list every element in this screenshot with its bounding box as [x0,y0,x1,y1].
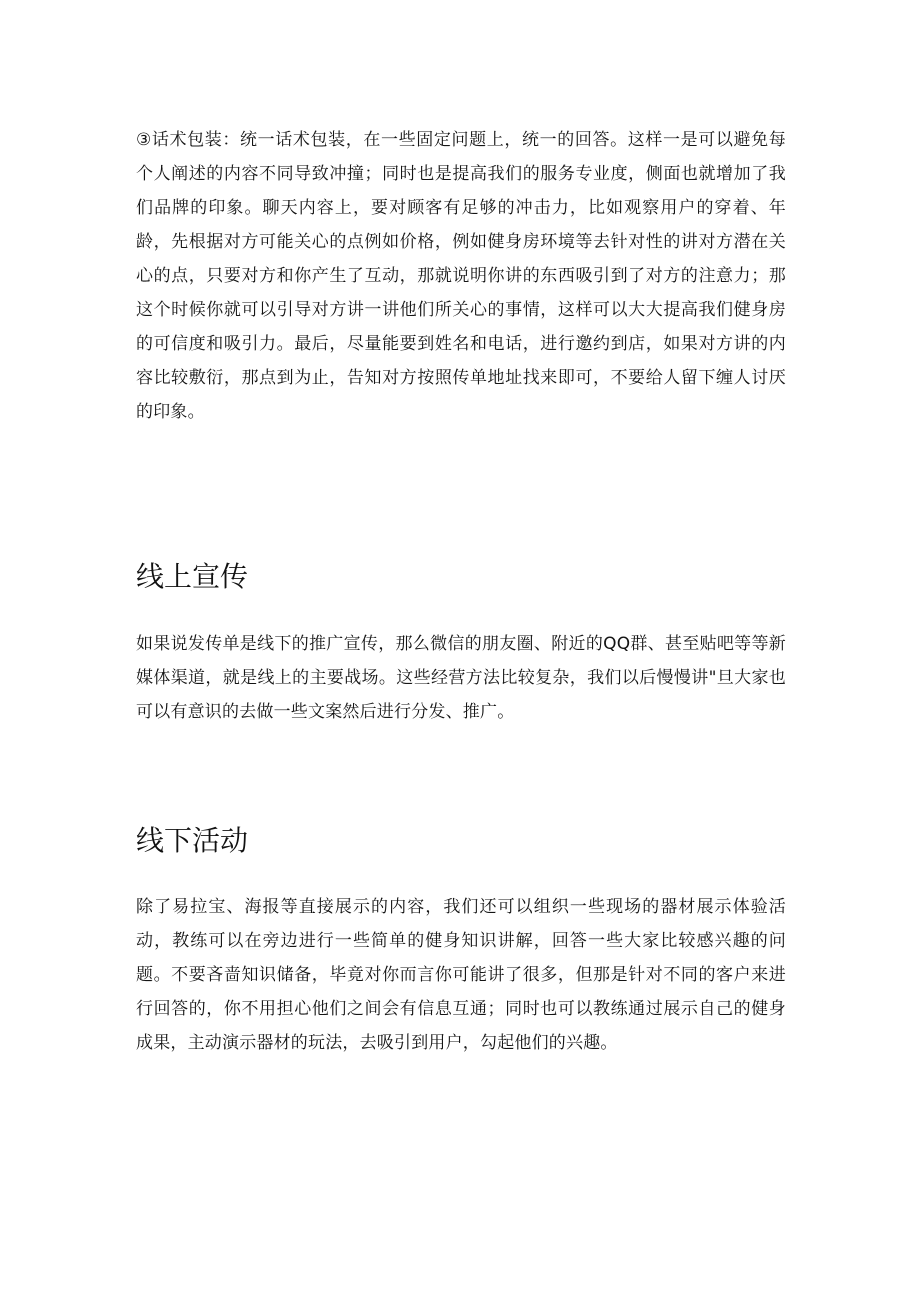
section-heading-online-promotion: 线上宣传 [136,560,249,593]
intro-paragraph: ③话术包装：统一话术包装，在一些固定问题上，统一的回答。这样一是可以避免每个人阐述的内容不同导致冲撞；同时也是提高我们的服务专业度，侧面也就增加了我们品牌的印象。聊天内容上，要对顾客有足够的冲击力，比如观察用户的穿着、年龄，先根据对方可能关心的点例如价格，例如健身房环境等去针对性的讲对方潜在关心的点，只要对方和你产生了互动，那就说明你讲的东西吸引到了对方的注意力；那这个时候你就可以引导对方讲一讲他们所关心的事情，这样可以大大提高我们健身房的可信度和吸引力。最后，尽量能要到姓名和电话，进行邀约到店，如果对方讲的内容比较敷衍，那点到为止，告知对方按照传单地址找来即可，不要给人留下缠人讨厌的印象。 [136,130,786,422]
section-heading-offline-activities: 线下活动 [136,824,249,857]
section-body-offline-activities: 除了易拉宝、海报等直接展示的内容，我们还可以组织一些现场的器材展示体验活动，教练可以在旁边进行一些简单的健身知识讲解，回答一些大家比较感兴趣的问题。不要吝啬知识储备，毕竟对你而言你可能讲了很多，但那是针对不同的客户来进行回答的，你不用担心他们之间会有信息互通；同时也可以教练通过展示自己的健身成果，主动演示器材的玩法，去吸引到用户，勾起他们的兴趣。 [136,897,786,1053]
section-body-online-promotion: 如果说发传单是线下的推广宣传，那么微信的朋友圈、附近的QQ群、甚至贴吧等等新媒体渠道，就是线上的主要战场。这些经营方法比较复杂，我们以后慢慢讲"旦大家也可以有意识的去做一些文案然后进行分发、推广。 [136,634,786,722]
